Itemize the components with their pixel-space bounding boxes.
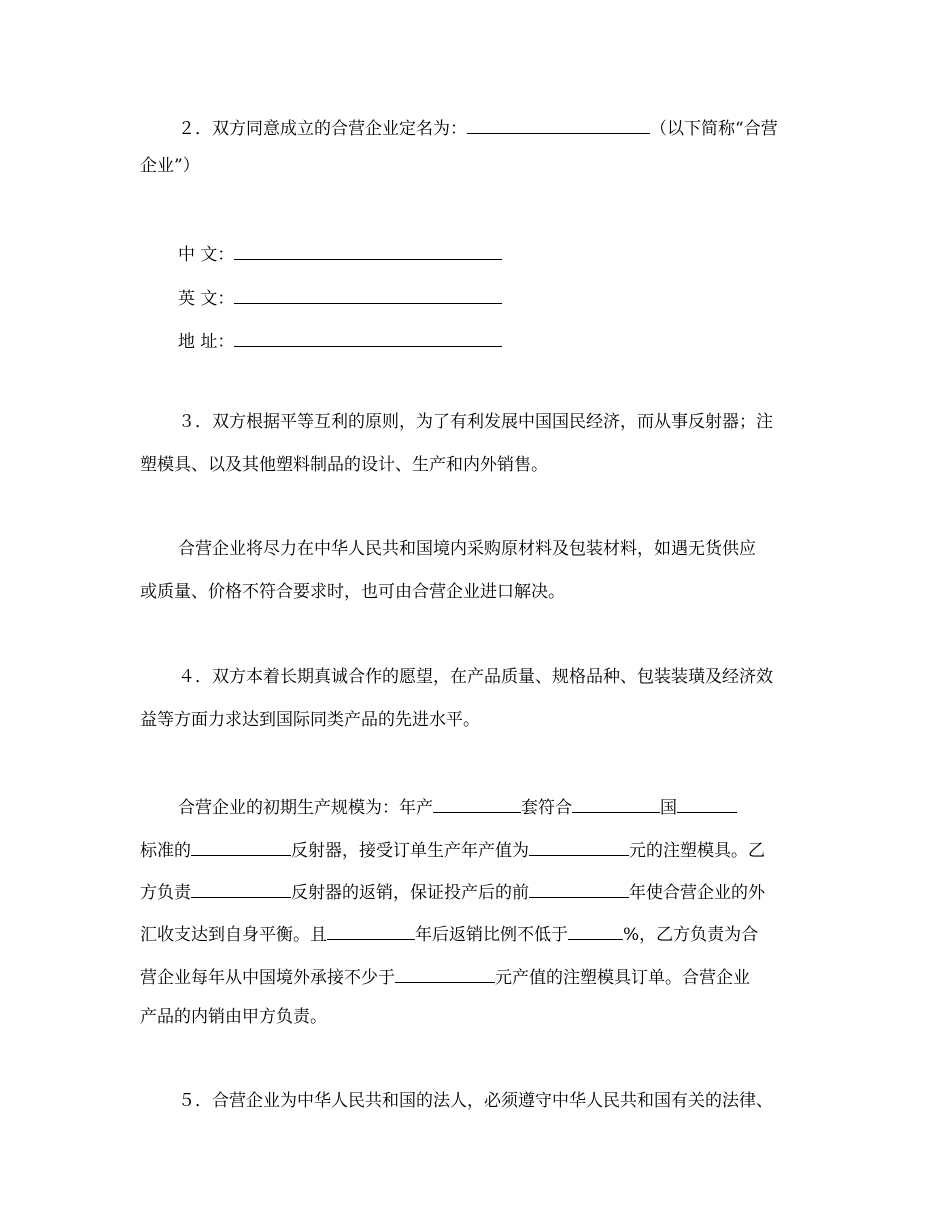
english-name-label: 英 文： xyxy=(178,289,235,309)
scale-line-6: 产品的内销由甲方负责。 xyxy=(140,1007,327,1027)
procurement-line-1: 合营企业将尽力在中华人民共和国境内采购原材料及包装材料，如遇无货供应 xyxy=(178,539,756,559)
mold-output-value-blank[interactable] xyxy=(529,839,629,856)
scale-line-4 xyxy=(140,923,759,945)
english-name-blank[interactable] xyxy=(234,287,502,304)
section-4-line-2: 益等方面力求达到国际同类产品的先进水平。 xyxy=(140,710,480,730)
buyback-amount-blank[interactable] xyxy=(191,881,291,898)
scale-text: 汇收支达到自身平衡。且 xyxy=(140,925,327,945)
scale-text: 元的注塑模具。乙 xyxy=(629,841,765,861)
reflector-standard-blank[interactable] xyxy=(191,839,291,856)
scale-text: 年使合营企业的外 xyxy=(629,883,765,903)
scale-line-5 xyxy=(140,966,750,988)
scale-line-2 xyxy=(140,839,765,861)
standard-name-blank[interactable] xyxy=(677,796,737,813)
scale-text: 反射器的返销，保证投产后的前 xyxy=(291,883,529,903)
chinese-name-label: 中 文： xyxy=(178,245,235,265)
balance-years-blank[interactable] xyxy=(529,881,629,898)
scale-text: 标准的 xyxy=(140,841,191,861)
section-2-abbrev-text: （以下简称“合营 xyxy=(650,119,778,139)
standard-country-blank[interactable] xyxy=(572,796,660,813)
address-label: 地 址： xyxy=(178,332,235,352)
section-2-line-2: 企业”） xyxy=(140,156,200,176)
chinese-name-blank[interactable] xyxy=(234,243,502,260)
section-5-line-1: ５．合营企业为中华人民共和国的法人，必须遵守中华人民共和国有关的法律、 xyxy=(178,1091,773,1111)
scale-text: %，乙方负责为合 xyxy=(623,925,759,945)
annual-output-blank[interactable] xyxy=(433,796,521,813)
section-3-line-2: 塑模具、以及其他塑料制品的设计、生产和内外销售。 xyxy=(140,455,548,475)
scale-text: 元产值的注塑模具订单。合营企业 xyxy=(495,968,750,988)
scale-text: 年后返销比例不低于 xyxy=(415,925,568,945)
procurement-line-2: 或质量、价格不符合要求时，也可由合营企业进口解决。 xyxy=(140,582,565,602)
scale-text: 营企业每年从中国境外承接不少于 xyxy=(140,968,395,988)
section-3-line-1: ３．双方根据平等互利的原则，为了有利发展中国国民经济，而从事反射器；注 xyxy=(178,412,773,432)
address-field xyxy=(178,330,502,352)
mold-order-value-blank[interactable] xyxy=(395,966,495,983)
buyback-year-blank[interactable] xyxy=(327,923,415,940)
chinese-name-field xyxy=(178,243,502,265)
scale-text: 套符合 xyxy=(521,798,572,818)
scale-line-3 xyxy=(140,881,765,903)
section-2-line-1 xyxy=(178,117,778,139)
scale-text: 国 xyxy=(660,798,677,818)
address-blank[interactable] xyxy=(234,330,502,347)
scale-line-1 xyxy=(178,796,737,818)
english-name-field xyxy=(178,287,502,309)
scale-text: 合营企业的初期生产规模为：年产 xyxy=(178,798,433,818)
scale-text: 方负责 xyxy=(140,883,191,903)
section-4-line-1: ４．双方本着长期真诚合作的愿望，在产品质量、规格品种、包装装璜及经济效 xyxy=(178,667,773,687)
buyback-ratio-blank[interactable] xyxy=(568,923,623,940)
section-2-text: ２．双方同意成立的合营企业定名为： xyxy=(178,119,467,139)
scale-text: 反射器，接受订单生产年产值为 xyxy=(291,841,529,861)
company-name-blank[interactable] xyxy=(467,117,650,134)
